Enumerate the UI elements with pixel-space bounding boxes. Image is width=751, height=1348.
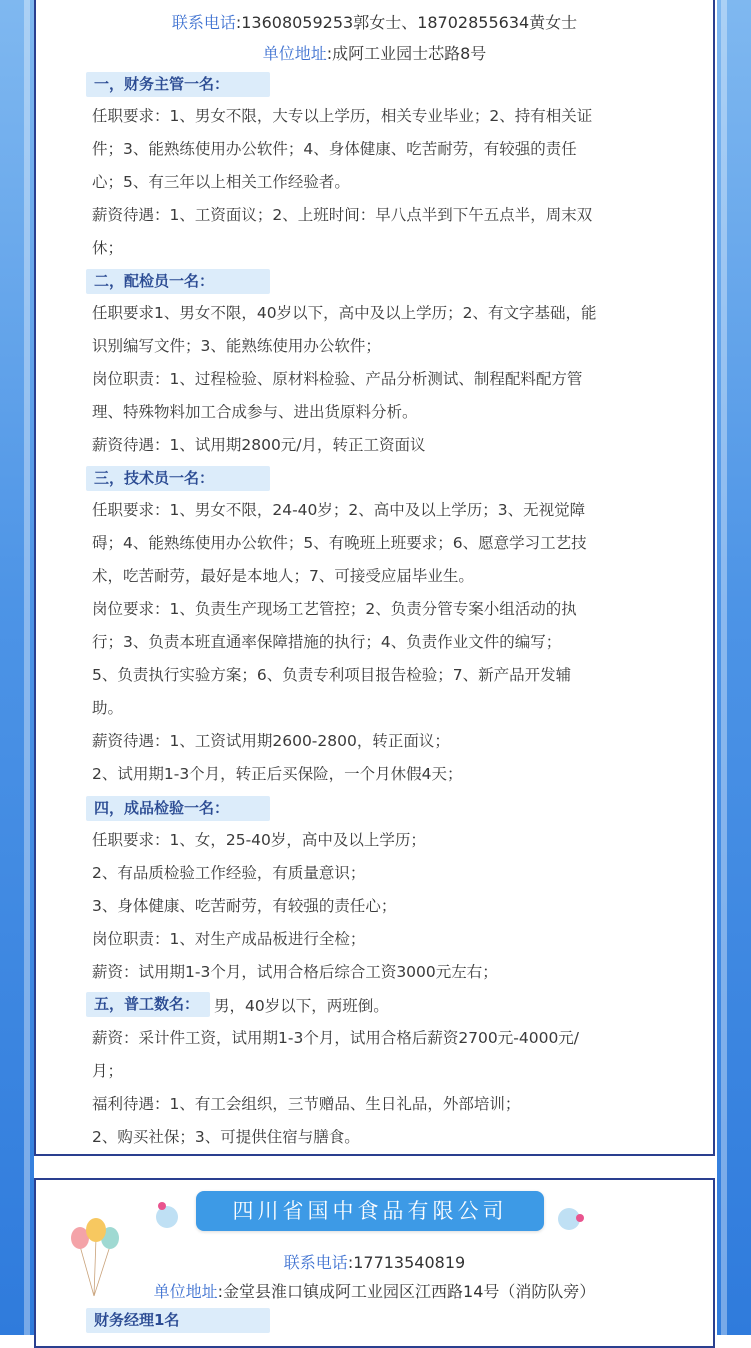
company-name-banner: 四川省国中食品有限公司 [196, 1191, 544, 1231]
left-side-band [0, 0, 34, 1335]
bubble-right-dot [576, 1214, 584, 1222]
phone-label: 联系电话 [171, 13, 236, 32]
section-2-line-2: 识别编写文件；3、能熟练使用办公软件； [92, 337, 381, 355]
contact-address-row [36, 41, 713, 64]
section-2-line-1: 任职要求1、男女不限，40岁以下，高中及以上学历；2、有文字基础，能 [92, 304, 597, 322]
section-5-line-1: 薪资：采计件工资，试用期1-3个月，试用合格后薪资2700元-4000元/ [92, 1029, 580, 1047]
address-value-2: :金堂县淮口镇成阿工业园区江西路14号（消防队旁） [217, 1282, 596, 1301]
section-1-line-1: 任职要求：1、男女不限，大专以上学历，相关专业毕业；2、持有相关证 [92, 107, 593, 125]
section-5-line-3: 福利待遇：1、有工会组织，三节赠品、生日礼品，外部培训； [92, 1095, 521, 1113]
contact-phone-row [36, 10, 713, 33]
section-3-line-9: 2、试用期1-3个月，转正后买保险，一个月休假4天； [92, 765, 463, 783]
contact-address-row-2 [36, 1279, 713, 1302]
address-label: 单位地址 [262, 44, 327, 63]
section-3-line-2: 碍；4、能熟练使用办公软件；5、有晚班上班要求；6、愿意学习工艺技 [92, 534, 587, 552]
company-card-1 [34, 0, 715, 1156]
section-4-line-2: 2、有品质检验工作经验，有质量意识； [92, 864, 366, 882]
section-1-line-4: 薪资待遇：1、工资面议；2、上班时间：早八点半到下午五点半，周末双 [92, 206, 593, 224]
section-5-line-4: 2、购买社保；3、可提供住宿与膳食。 [92, 1128, 360, 1146]
section-3-line-5: 行；3、负责本班直通率保障措施的执行；4、负责作业文件的编写； [92, 633, 562, 651]
section-4-line-3: 3、身体健康、吃苦耐劳，有较强的责任心； [92, 897, 397, 915]
section-heading-finance-manager: 财务经理1名 [86, 1308, 270, 1333]
section-3-line-8: 薪资待遇：1、工资试用期2600-2800，转正面议； [92, 732, 450, 750]
contact-phone-row-2 [36, 1250, 713, 1273]
company-card-2 [34, 1178, 715, 1348]
section-2-line-4: 理、特殊物料加工合成参与、进出货原料分析。 [92, 403, 418, 421]
address-label-2: 单位地址 [153, 1282, 218, 1301]
address-value: :成阿工业园士芯路8号 [326, 44, 487, 63]
section-4-line-5: 薪资：试用期1-3个月，试用合格后综合工资3000元左右； [92, 963, 498, 981]
phone-label-2: 联系电话 [283, 1253, 348, 1272]
phone-value-2: :17713540819 [347, 1253, 466, 1272]
section-heading-product-inspection: 四，成品检验一名： [86, 796, 270, 821]
section-2-line-5: 薪资待遇：1、试用期2800元/月，转正工资面议 [92, 436, 426, 454]
section-heading-inspector: 二，配检员一名： [86, 269, 270, 294]
section-3-line-1: 任职要求：1、男女不限，24-40岁；2、高中及以上学历；3、无视觉障 [92, 501, 586, 519]
section-3-line-6: 5、负责执行实验方案；6、负责专利项目报告检验；7、新产品开发辅 [92, 666, 572, 684]
section-3-line-3: 术，吃苦耐劳，最好是本地人；7、可接受应届毕业生。 [92, 567, 474, 585]
section-heading-technician: 三，技术员一名： [86, 466, 270, 491]
phone-value: :13608059253郭女士、18702855634黄女士 [235, 13, 578, 32]
bubble-left-dot [158, 1202, 166, 1210]
section-1-line-3: 心；5、有三年以上相关工作经验者。 [92, 173, 350, 191]
section-heading-general-workers: 五，普工数名： [86, 992, 210, 1017]
section-1-line-2: 件；3、能熟练使用办公软件；4、身体健康、吃苦耐劳，有较强的责任 [92, 140, 577, 158]
section-5-line-2: 月； [92, 1062, 124, 1080]
section-heading-finance-supervisor: 一，财务主管一名： [86, 72, 270, 97]
section-2-line-3: 岗位职责：1、过程检验、原材料检验、产品分析测试、制程配料配方管 [92, 370, 583, 388]
section-4-line-4: 岗位职责：1、对生产成品板进行全检； [92, 930, 366, 948]
section-3-line-7: 助。 [92, 699, 124, 717]
right-side-band [717, 0, 751, 1335]
section-5-heading-detail: 男，40岁以下，两班倒。 [214, 997, 389, 1015]
section-3-line-4: 岗位要求：1、负责生产现场工艺管控；2、负责分管专案小组活动的执 [92, 600, 577, 618]
section-1-line-5: 休； [92, 239, 124, 257]
section-4-line-1: 任职要求：1、女，25-40岁，高中及以上学历； [92, 831, 426, 849]
